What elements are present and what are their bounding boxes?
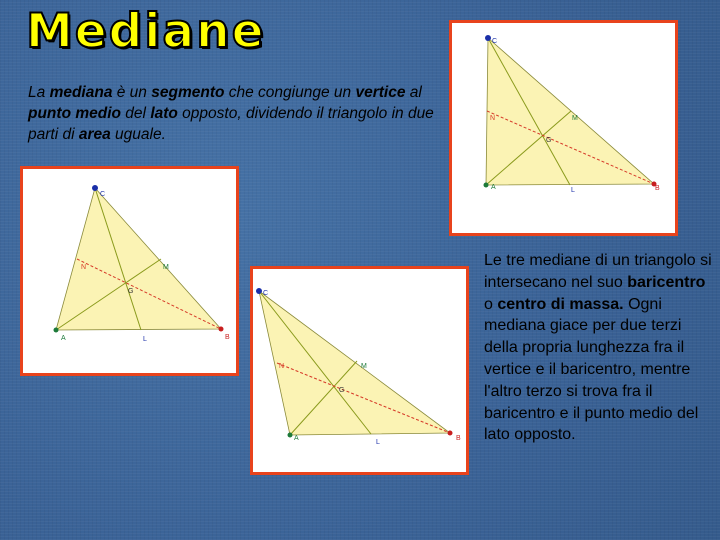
diagram-panel-middle bbox=[250, 266, 469, 475]
label-n: N bbox=[279, 363, 285, 370]
point-c bbox=[92, 185, 98, 191]
label-b: B bbox=[655, 185, 660, 192]
point-c bbox=[485, 35, 491, 41]
point-c bbox=[256, 288, 262, 294]
label-l: L bbox=[571, 187, 575, 194]
label-n: N bbox=[490, 115, 496, 122]
label-m: M bbox=[361, 363, 367, 370]
barycenter-paragraph: Le tre mediane di un triangolo si intersecano nel suo baricentro o centro di massa. Ogni mediana giace per due terzi della propria lunghezza fra il vertice e il baricentro, mentre l'altro terzo si trova fra il baricentro e il punto medio del lato opposto. bbox=[484, 252, 712, 444]
label-m: M bbox=[572, 115, 578, 122]
triangle-diagram-middle bbox=[253, 269, 466, 472]
point-a bbox=[288, 433, 293, 438]
point-a bbox=[54, 328, 59, 333]
label-c: C bbox=[100, 191, 106, 198]
label-g: G bbox=[339, 387, 345, 394]
label-b: B bbox=[225, 334, 230, 341]
label-l: L bbox=[376, 439, 380, 446]
label-n: N bbox=[81, 264, 87, 271]
triangle-diagram-left bbox=[23, 169, 236, 373]
page-title: Mediane bbox=[26, 4, 266, 59]
diagram-panel-left bbox=[20, 166, 239, 376]
label-m: M bbox=[163, 264, 169, 271]
diagram-panel-top bbox=[449, 20, 678, 236]
label-b: B bbox=[456, 435, 461, 442]
label-c: C bbox=[263, 290, 269, 297]
label-a: A bbox=[61, 335, 66, 342]
label-g: G bbox=[128, 288, 134, 295]
label-a: A bbox=[294, 435, 299, 442]
label-g: G bbox=[546, 137, 552, 144]
label-a: A bbox=[491, 184, 496, 191]
triangle-diagram-top bbox=[452, 23, 675, 233]
point-a bbox=[484, 183, 489, 188]
label-l: L bbox=[143, 336, 147, 343]
triangle-shape bbox=[56, 188, 221, 330]
label-c: C bbox=[492, 38, 498, 45]
intro-paragraph: La mediana è un segmento che congiunge un vertice al punto medio del lato opposto, dividendo il triangolo in due parti di area uguale. bbox=[28, 84, 434, 143]
point-b bbox=[448, 431, 453, 436]
point-b bbox=[219, 327, 224, 332]
